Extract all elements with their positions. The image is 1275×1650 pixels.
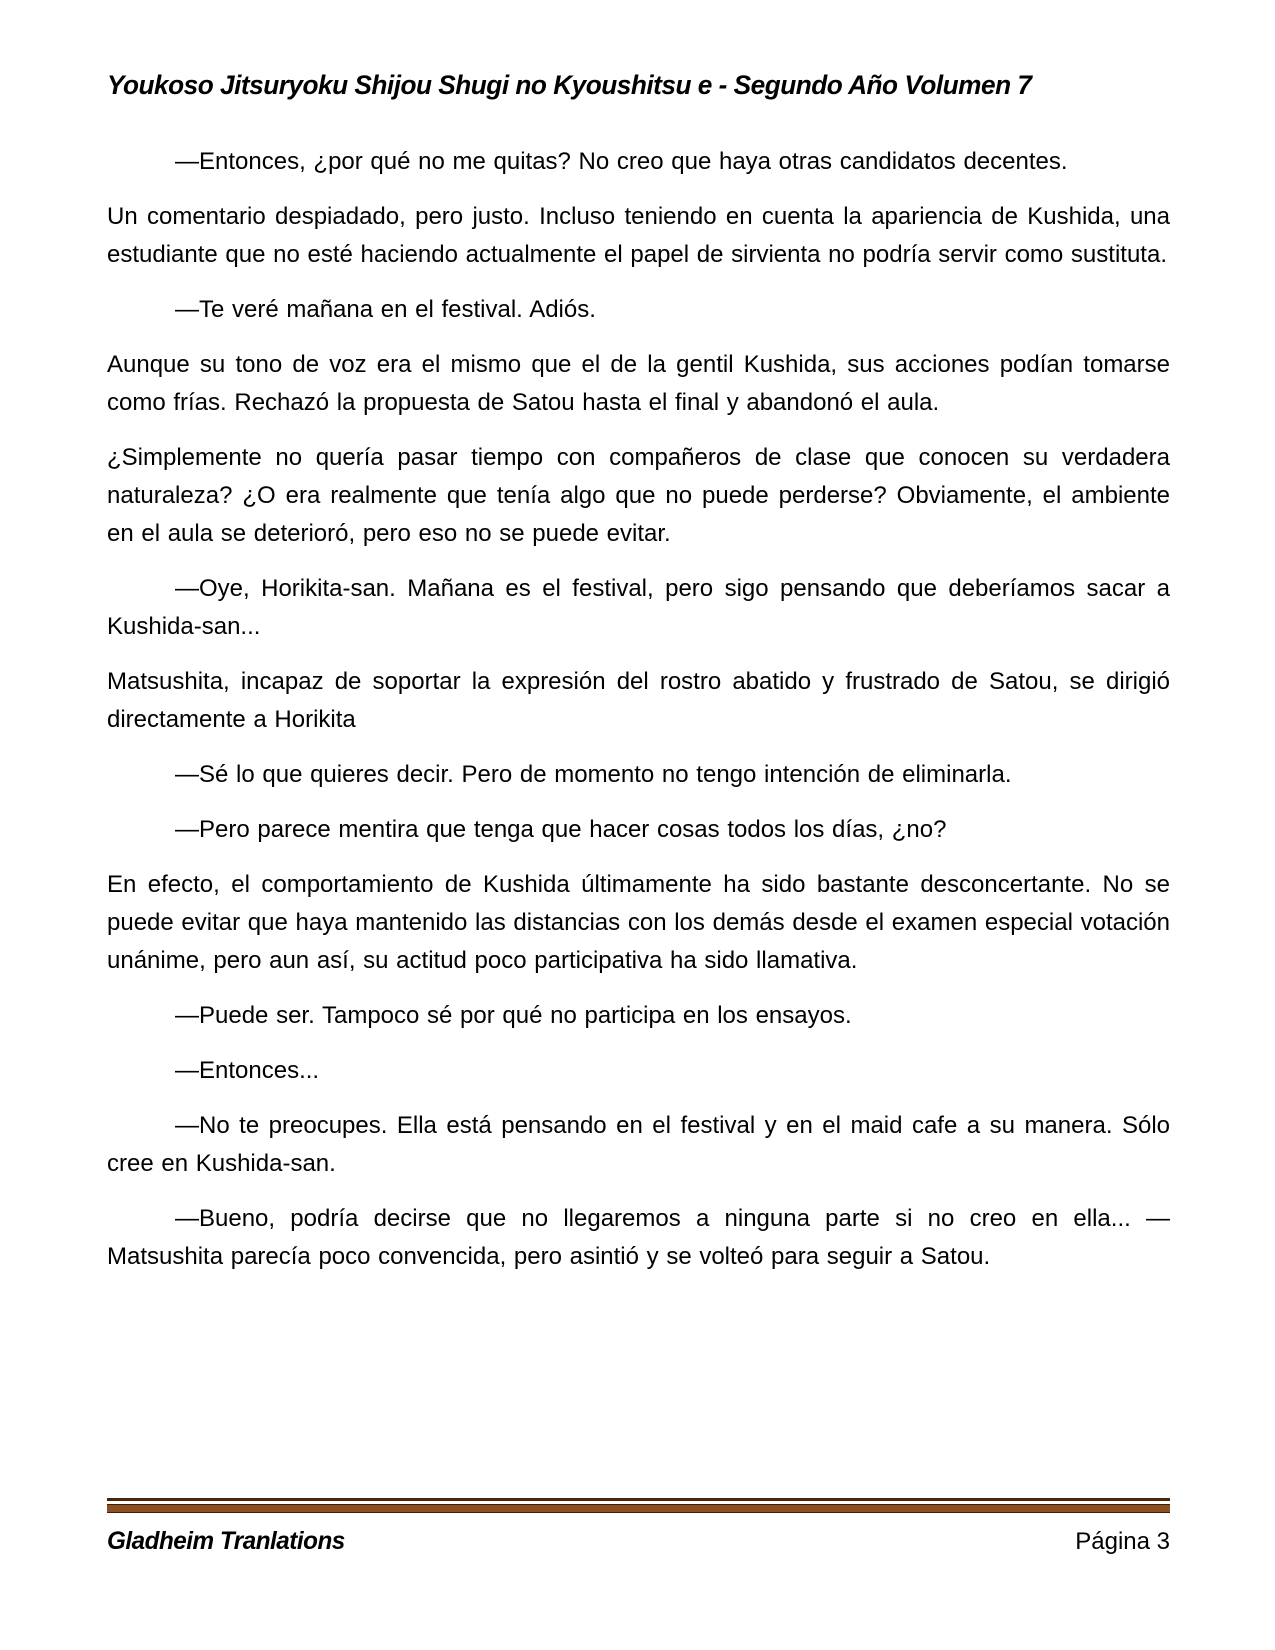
paragraph: —Pero parece mentira que tenga que hacer cosas todos los días, ¿no? [175, 816, 947, 843]
footer-page-number: Página 3 [1075, 1528, 1170, 1555]
paragraph: En efecto, el comportamiento de Kushida últimamente ha sido bastante desconcertante. No se puede evitar que haya mantenido las distancias con los demás desde el examen especial votación unánime, pero aun así, su actitud poco participativa ha sido llamativa. [107, 871, 1170, 974]
paragraph: Aunque su tono de voz era el mismo que el de la gentil Kushida, sus acciones podían tomarse como frías. Rechazó la propuesta de Satou hasta el final y abandonó el aula. [107, 351, 1170, 416]
footer-divider-thick-line [107, 1504, 1170, 1513]
paragraph: —Te veré mañana en el festival. Adiós. [175, 296, 596, 323]
document-title: Youkoso Jitsuryoku Shijou Shugi no Kyoushitsu e - Segundo Año Volumen 7 [107, 70, 1032, 100]
paragraph: —Sé lo que quieres decir. Pero de momento no tengo intención de eliminarla. [175, 761, 1012, 788]
page-footer [107, 1498, 1170, 1556]
paragraph: Un comentario despiadado, pero justo. Incluso teniendo en cuenta la apariencia de Kushida, una estudiante que no esté haciendo actualmente el papel de sirvienta no podría servir como sustituta. [107, 203, 1170, 268]
paragraph: —Puede ser. Tampoco sé por qué no participa en los ensayos. [175, 1002, 852, 1029]
paragraph: —Entonces, ¿por qué no me quitas? No creo que haya otras candidatos decentes. [175, 148, 1068, 175]
paragraph: —No te preocupes. Ella está pensando en el festival y en el maid cafe a su manera. Sólo cree en Kushida-san. [107, 1112, 1170, 1177]
paragraph: —Entonces... [175, 1057, 320, 1084]
paragraph: —Bueno, podría decirse que no llegaremos a ninguna parte si no creo en ella... —Matsushita parecía poco convencida, pero asintió y se volteó para seguir a Satou. [107, 1205, 1170, 1270]
paragraph: ¿Simplemente no quería pasar tiempo con compañeros de clase que conocen su verdadera naturaleza? ¿O era realmente que tenía algo que no puede perderse? Obviamente, el ambiente en el aula se deterioró, pero eso no se puede evitar. [107, 444, 1170, 547]
paragraph: —Oye, Horikita-san. Mañana es el festival, pero sigo pensando que deberíamos sacar a Kushida-san... [107, 575, 1170, 640]
footer-translator-name: Gladheim Tranlations [107, 1527, 345, 1555]
footer-divider [107, 1498, 1170, 1513]
document-body [107, 143, 1170, 1293]
page-header [107, 70, 1170, 101]
footer-row [107, 1527, 1170, 1556]
paragraph: Matsushita, incapaz de soportar la expresión del rostro abatido y frustrado de Satou, se dirigió directamente a Horikita [107, 668, 1170, 733]
